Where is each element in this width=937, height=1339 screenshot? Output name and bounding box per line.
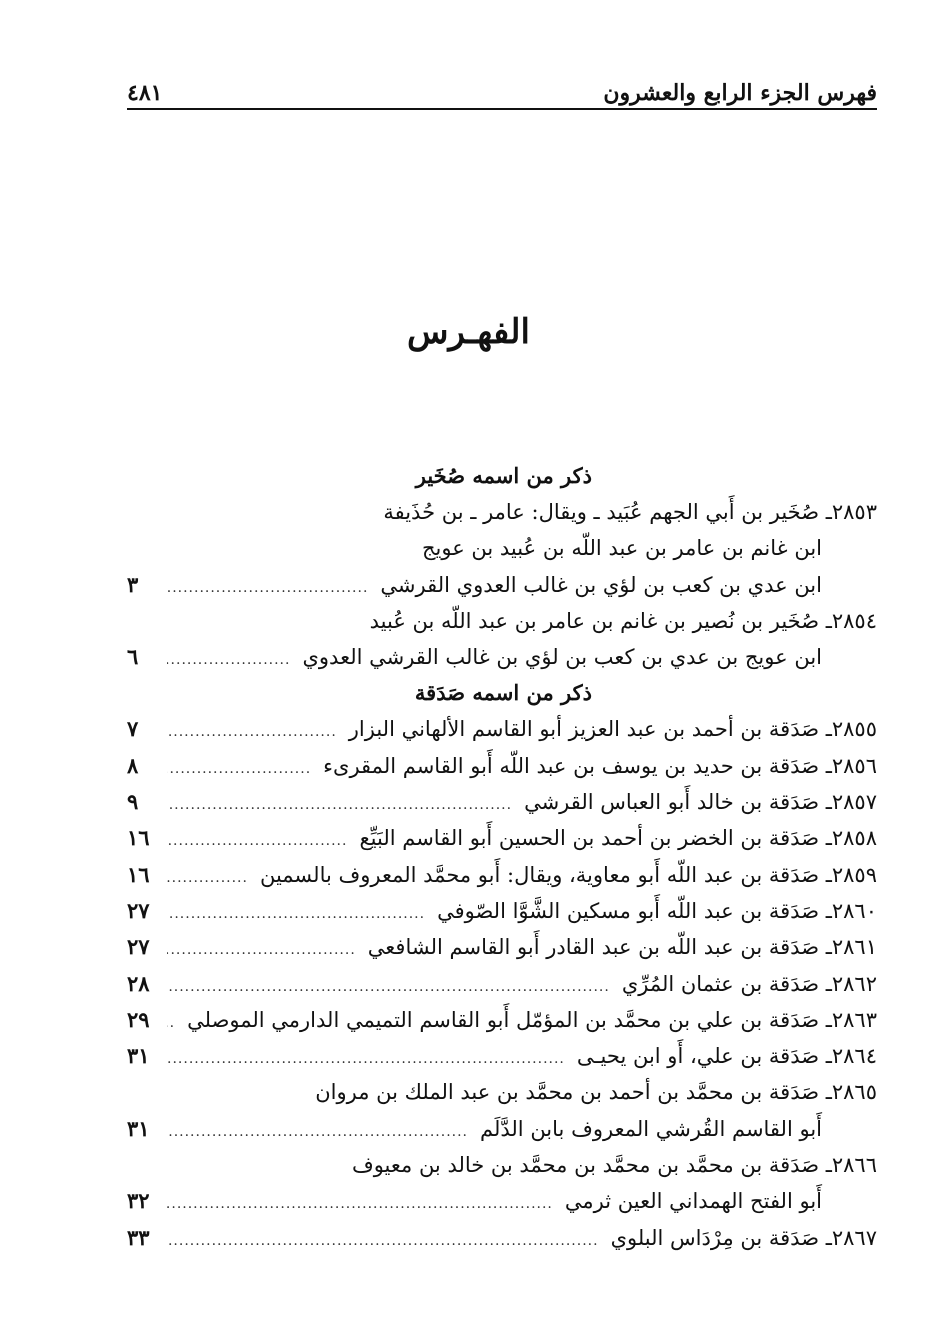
toc-entry [127, 530, 877, 566]
entry-number: ٢٨٦٦ [831, 1153, 877, 1178]
running-header [127, 70, 877, 110]
entry-text: ـ صَدَقة بن علي بن محمَّد بن المؤمّل أَبو القاسم التميمي الدارمي الموصلي [187, 1007, 832, 1032]
section-heading: ذكر من اسمه صَدَقة [414, 680, 592, 706]
entry-page-number: ٢٨ [127, 970, 150, 996]
dot-leader [167, 969, 610, 1005]
toc-entry [127, 966, 877, 1002]
entry-text: ـ صَدَقة بن عبد اللّه بن عبد القادر أَبو القاسم الشافعي [367, 935, 832, 960]
entry-page-number: ٩ [127, 789, 139, 815]
toc-entry [127, 1183, 877, 1219]
entry-number: ٢٨٥٣ [831, 500, 877, 524]
toc-entry [127, 603, 877, 639]
entry-text: ابن غانم بن عامر بن عبد اللّه بن عُبيد بن عويج [421, 536, 822, 561]
toc-entry [127, 820, 877, 856]
dot-leader [167, 1186, 553, 1222]
entry-text: ـ صَدَقة بن خالد أَبو العباس القرشي [524, 790, 832, 815]
entry-text: ـ صُخَير بن نُصير بن غانم بن عامر بن عبد اللّه بن عُبيد [369, 608, 832, 633]
entry-page-number: ٣١ [127, 1043, 150, 1069]
entry-number: ٢٨٦٠ [831, 898, 877, 923]
dot-leader [167, 896, 425, 932]
dot-leader [167, 642, 290, 678]
header-title: فهرس الجزء الرابع والعشرون [603, 80, 877, 106]
toc-entry [127, 784, 877, 820]
entry-page-number: ٦ [127, 644, 139, 670]
entry-number: ٢٨٦٢ [831, 971, 877, 996]
entry-text: ـ صَدَقة بن محمَّد بن محمَّد بن محمَّد بن خالد بن معيوف [351, 1153, 832, 1178]
entry-text: ابن عدي بن كعب بن لؤي بن غالب العدوي القرشي [380, 572, 822, 597]
toc-entry [127, 639, 877, 675]
dot-leader [167, 1005, 175, 1041]
toc-entry [127, 857, 877, 893]
entry-text: ابن عويج بن عدي بن كعب بن لؤي بن غالب القرشي العدوي [302, 645, 822, 670]
page-title: الفهـرس [407, 312, 530, 352]
entry-text: ـ صَدَقة بن الخضر بن أحمد بن الحسين أَبو القاسم البَيِّع [359, 826, 832, 851]
entry-page-number: ٣٣ [127, 1224, 150, 1250]
entry-page-number: ١٦ [127, 861, 150, 887]
toc-entry [127, 1074, 877, 1110]
entry-number: ٢٨٥٦ [831, 753, 877, 778]
entry-number: ٢٨٥٧ [831, 790, 877, 815]
dot-leader [167, 570, 368, 606]
dot-leader [167, 787, 512, 823]
entry-page-number: ٢٧ [127, 897, 150, 923]
entry-page-number: ٣ [127, 571, 139, 597]
entry-text: ـ صَدَقة بن عبد اللّه أَبو معاوية، ويقال: أَبو محمَّد المعروف بالسمين [259, 862, 832, 887]
entry-text: ـ صَدَقة بن علي، أَو ابن يحيـى [576, 1044, 832, 1069]
entry-page-number: ٣١ [127, 1115, 150, 1141]
entry-page-number: ٧ [127, 716, 139, 742]
toc-entry [127, 1220, 877, 1256]
dot-leader [167, 1223, 599, 1259]
entry-number: ٢٨٦٧ [831, 1225, 877, 1250]
entry-text: ـ صَدَقة بن حديد بن يوسف بن عبد اللّه أَبو القاسم المقرىء [323, 753, 832, 778]
entry-number: ٢٨٦١ [831, 935, 877, 960]
toc-entry [127, 1002, 877, 1038]
entry-number: ٢٨٦٣ [831, 1007, 877, 1032]
entry-number: ٢٨٦٥ [831, 1080, 877, 1105]
entry-text: ـ صُخَير بن أَبي الجهم عُبَيد ـ ويقال: عامر ـ بن حُذَيفة [383, 500, 832, 524]
dot-leader [167, 860, 248, 896]
toc-entry [127, 567, 877, 603]
toc-entry [127, 1038, 877, 1074]
entry-number: ٢٨٥٥ [831, 717, 877, 742]
toc-entry [127, 1147, 877, 1183]
entry-page-number: ٨ [127, 752, 139, 778]
entry-number: ٢٨٥٨ [831, 826, 877, 851]
entry-text: ـ صَدَقة بن عبد اللّه أَبو مسكين الشَّوَّا الصّوفي [437, 898, 832, 923]
toc-entry [127, 929, 877, 965]
entry-text: ـ صَدَقة بن مِرْدَاس البلوي [610, 1225, 832, 1250]
entry-page-number: ٣٢ [127, 1188, 150, 1214]
dot-leader [167, 714, 337, 750]
table-of-contents [127, 458, 877, 1256]
dot-leader [167, 932, 356, 968]
entry-text: ـ صَدَقة بن محمَّد بن أحمد بن محمَّد بن عبد الملك بن مروان [315, 1080, 832, 1105]
entry-number: ٢٨٦٤ [831, 1044, 877, 1069]
header-page-number: ٤٨١ [127, 80, 163, 106]
section-heading: ذكر من اسمه صُخَير [415, 463, 592, 488]
entry-text: أَبو القاسم القُرشي المعروف بابن الدَّلَم [480, 1116, 822, 1141]
entry-page-number: ٢٩ [127, 1006, 150, 1032]
toc-entry [127, 711, 877, 747]
entry-page-number: ٢٧ [127, 934, 150, 960]
toc-entry [127, 893, 877, 929]
dot-leader [167, 751, 311, 787]
entry-page-number: ١٦ [127, 825, 150, 851]
entry-text: أَبو الفتح الهمداني العين ثرمي [564, 1189, 822, 1214]
dot-leader [167, 1114, 468, 1150]
entry-number: ٢٨٥٩ [831, 862, 877, 887]
entry-number: ٢٨٥٤ [831, 608, 877, 633]
dot-leader [167, 823, 347, 859]
toc-entry [127, 748, 877, 784]
entry-text: ـ صَدَقة بن عثمان المُرِّي [621, 971, 832, 996]
dot-leader [167, 1041, 565, 1077]
toc-entry [127, 1111, 877, 1147]
entry-text: ـ صَدَقة بن أحمد بن عبد العزيز أبو القاسم الألهاني البزار [348, 717, 832, 742]
toc-entry [127, 494, 877, 530]
